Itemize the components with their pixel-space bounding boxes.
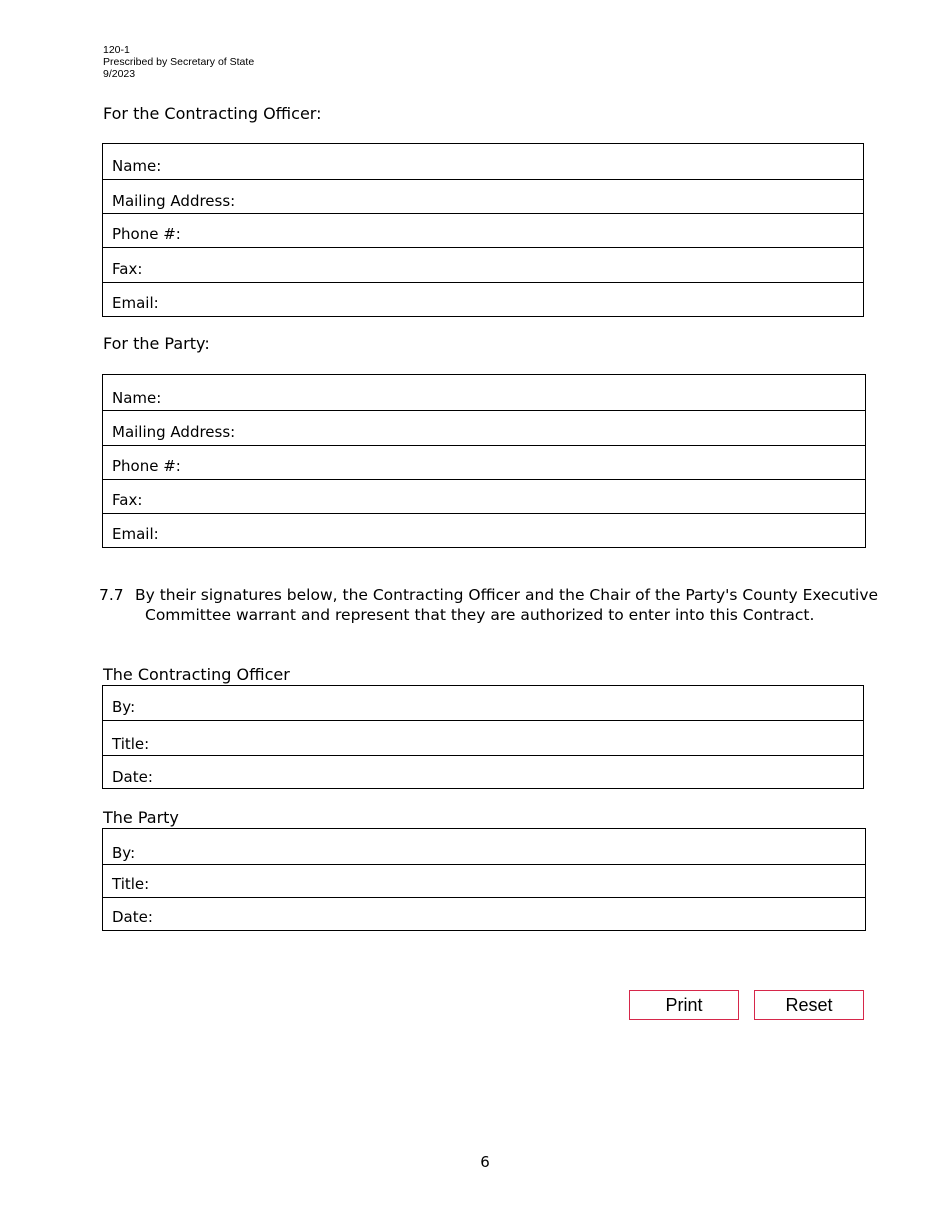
co-phone-input[interactable] [187,219,863,243]
co-name-label: Name: [112,157,162,175]
co-fax-label: Fax: [112,260,143,278]
party-by-label: By: [112,844,136,862]
co-mailing-address-input[interactable] [241,186,863,210]
party-phone-row [103,445,865,479]
co-by-row [103,686,863,720]
co-phone-label: Phone #: [112,225,181,243]
co-email-row [103,282,863,316]
co-email-input[interactable] [165,288,863,312]
co-email-label: Email: [112,294,159,312]
party-mailing-address-input[interactable] [241,417,865,441]
co-title-label: Title: [112,735,150,753]
party-mailing-address-label: Mailing Address: [112,423,236,441]
co-by-input[interactable] [141,692,863,716]
co-by-label: By: [112,698,136,716]
party-name-label: Name: [112,389,162,407]
co-mailing-address-row [103,179,863,213]
party-signature-heading: The Party [103,808,179,827]
co-name-row [103,144,863,179]
party-date-input[interactable] [159,902,865,926]
contracting-officer-contact-heading: For the Contracting Officer: [103,104,322,123]
co-phone-row [103,213,863,247]
party-title-row [103,864,865,897]
party-fax-input[interactable] [148,485,865,509]
party-title-input[interactable] [155,869,865,893]
party-signature-table [102,828,866,931]
contracting-officer-signature-table [102,685,864,789]
party-email-row [103,513,865,547]
co-name-input[interactable] [167,151,863,175]
party-fax-row [103,479,865,513]
co-date-label: Date: [112,768,153,786]
party-phone-input[interactable] [187,451,865,475]
co-mailing-address-label: Mailing Address: [112,192,236,210]
party-email-input[interactable] [165,519,865,543]
section-7-7-line1: By their signatures below, the Contracting Officer and the Chair of the Party's County Executive [135,586,879,604]
party-by-row [103,829,865,864]
contracting-officer-contact-table [102,143,864,317]
co-date-row [103,755,863,788]
section-7-7-number: 7.7 [99,586,124,604]
co-title-input[interactable] [155,729,863,753]
party-name-input[interactable] [167,383,865,407]
party-contact-heading: For the Party: [103,334,210,353]
party-fax-label: Fax: [112,491,143,509]
party-contact-table [102,374,866,548]
party-date-row [103,897,865,930]
party-date-label: Date: [112,908,153,926]
party-email-label: Email: [112,525,159,543]
page-number: 6 [480,1153,490,1171]
print-button[interactable]: Print [629,990,739,1020]
party-name-row [103,375,865,410]
contracting-officer-signature-heading: The Contracting Officer [103,665,290,684]
co-title-row [103,720,863,755]
section-7-7-paragraph [99,586,879,625]
reset-button[interactable]: Reset [754,990,864,1020]
party-by-input[interactable] [141,838,865,862]
form-date: 9/2023 [103,68,136,80]
form-number: 120-1 [103,44,130,56]
co-date-input[interactable] [159,762,863,786]
section-7-7-line2: Committee warrant and represent that they are authorized to enter into this Contract. [145,605,815,624]
party-phone-label: Phone #: [112,457,181,475]
party-mailing-address-row [103,410,865,445]
party-title-label: Title: [112,875,150,893]
co-fax-row [103,247,863,282]
prescribed-by: Prescribed by Secretary of State [103,56,255,68]
co-fax-input[interactable] [148,254,863,278]
form-header [103,44,254,80]
